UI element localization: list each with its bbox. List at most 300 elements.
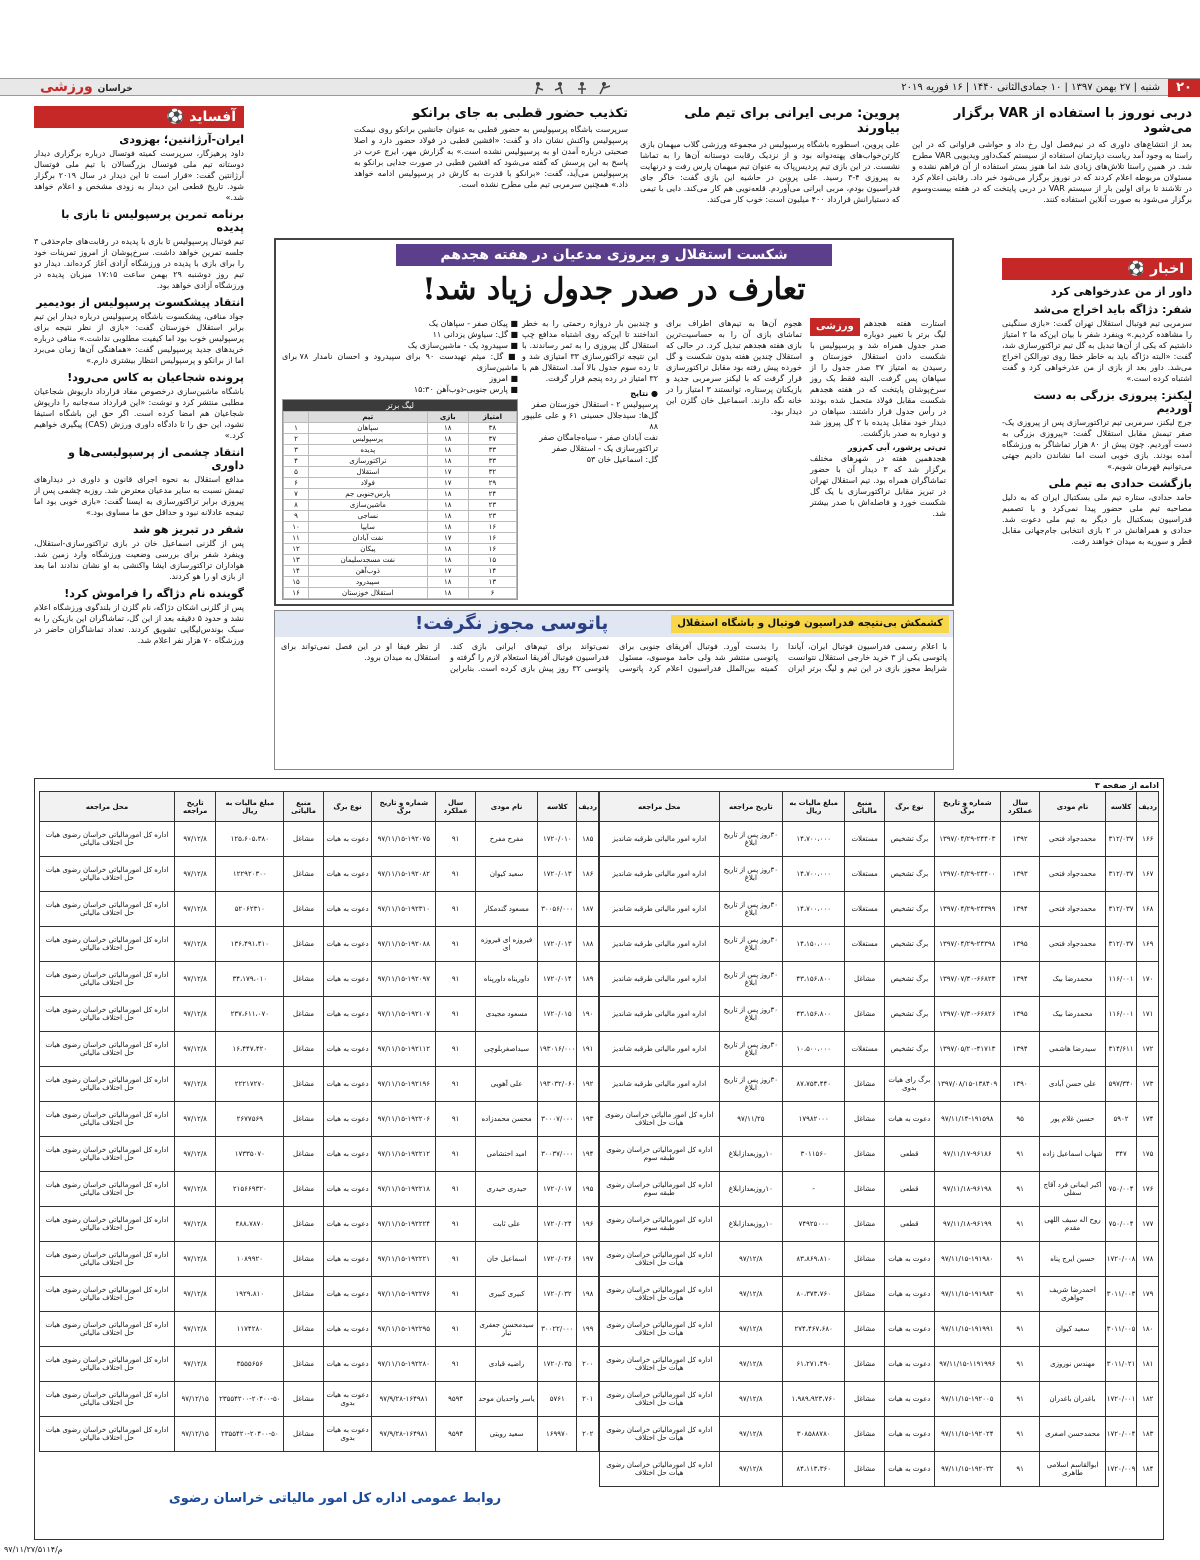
- league-header: [284, 412, 309, 423]
- table-cell: ۹۵۹۴: [436, 1382, 476, 1417]
- table-header: مبلغ مالیات به ریال: [783, 792, 845, 822]
- table-header: کلاسه: [1105, 792, 1137, 822]
- table-header: کلاسه: [538, 792, 577, 822]
- table-cell: اداره کل امورمالیاتی خراسان رضوی هیات حل اختلاف مالیاتی: [40, 997, 175, 1032]
- table-header: ردیف: [577, 792, 599, 822]
- table-cell: ۱۳۹۴: [1001, 962, 1040, 997]
- table-cell: اداره کل امورمالیاتی خراسان رضوی هیات حل اختلاف مالیاتی: [40, 927, 175, 962]
- table-row: [600, 962, 1159, 997]
- table-cell: ۹۷/۹/۲۸-۱۶۴۹۸۱: [372, 1382, 436, 1417]
- table-cell: ۹۷/۱۱/۱۵-۱۹۲۱۰۷: [372, 997, 436, 1032]
- page-number: ۲۰: [1168, 79, 1200, 97]
- table-cell: اداره کل امورمالیاتی خراسان رضوی طبقه سوم: [600, 1172, 720, 1207]
- table-cell: برگ تشخیص: [884, 927, 934, 962]
- table-cell: ۱۷۴: [1137, 1102, 1159, 1137]
- brief-body: مدافع استقلال به نحوه اجرای قانون و داوری در دیدارهای تیمش نسبت به سایر مدعیان معترض شد. روزبه چشمی پس از پیروزی برابر تراکتورسازی به ایسنا گفت: «بازی خوبی بود اما تیمجه عادلانه نبود و حداقل حق ما مساوی بود.»: [34, 475, 244, 517]
- table-cell: دعوت به هیات بدوی: [323, 1417, 372, 1452]
- table-cell: مشاغل: [845, 1067, 885, 1102]
- table-cell: ۹۷/۱۱/۱۵-۱۹۲۰۲۴: [934, 1417, 1000, 1452]
- league-row: [284, 588, 517, 599]
- table-cell: ۱۳۹۲: [1001, 822, 1040, 857]
- table-cell: اداره امور مالیاتی طرقبه شاندیز: [600, 1067, 720, 1102]
- table-cell: ۱۰روزبعدازابلاغ: [719, 1207, 783, 1242]
- table-cell: ۹۷/۱۲/۸: [174, 1102, 215, 1137]
- table-cell: ۹۷/۱۱/۱۵-۱۹۲۲۱۸: [372, 1172, 436, 1207]
- table-row: [600, 1032, 1159, 1067]
- table-cell: مشاغل: [845, 1347, 885, 1382]
- table-cell: ۱۷۲۰/۰۰۱: [1105, 1382, 1137, 1417]
- table-cell: محمدجواد فتحی: [1040, 892, 1105, 927]
- table-row: [40, 997, 599, 1032]
- table-cell: ۱۳۶،۴۹۱،۴۱۰: [216, 927, 284, 962]
- table-cell: ۱۰،۵۰۰،۰۰۰: [783, 1032, 845, 1067]
- table-cell: مشاغل: [284, 962, 324, 997]
- fixture-line: ■ امروز: [489, 374, 518, 383]
- table-cell: ۵۷۶۱: [538, 1382, 577, 1417]
- table-row: [600, 1067, 1159, 1102]
- table-cell: ۹۷/۱۱/۱۵-۱۹۲۰۳۲: [934, 1452, 1000, 1487]
- table-cell: ۱۷۶: [1137, 1172, 1159, 1207]
- patosi-tag: کشمکش بی‌نتیجه فدراسیون فوتبال و باشگاه استقلال: [671, 615, 949, 633]
- table-cell: اداره کل امورمالیاتی خراسان رضوی هیات حل اختلاف مالیاتی: [40, 1102, 175, 1137]
- news-title: بازگشت حدادی به تیم ملی: [1048, 477, 1192, 490]
- table-cell: اداره کل امورمالیاتی خراسان رضوی هیات حل اختلاف مالیاتی: [40, 1067, 175, 1102]
- table-row: [600, 1452, 1159, 1487]
- league-cell: ۳۸: [468, 423, 516, 434]
- table-cell: ۳۰روز پس از تاریخ ابلاغ: [719, 822, 783, 857]
- table-cell: سعید کیوان: [1040, 1312, 1105, 1347]
- table-cell: ۱۱۶/۰۰۱: [1105, 997, 1137, 1032]
- table-cell: ۱۹۳۰۳۲/۰۶۰: [538, 1067, 577, 1102]
- table-cell: برگ تشخیص: [884, 1032, 934, 1067]
- table-cell: ۹۷/۱۲/۱۵: [174, 1382, 215, 1417]
- table-cell: دعوت به هیات: [884, 1417, 934, 1452]
- table-cell: ۹۷/۱۱/۱۵-۱۹۲۰۹۷: [372, 962, 436, 997]
- table-cell: ۹۱: [1001, 1172, 1040, 1207]
- news-banner: اخبار ⚽: [1002, 258, 1192, 280]
- news-body: جرج لیکنز، سرمربی تیم تراکتورسازی پس از پیروزی یک-صفر تیمش مقابل استقلال گفت: «پیروزی بزرگی به دست آوردیم. چون پیش از ۸۰ هزار تماشاگر به ورزشگاه آمده بودند. بازی خوبی است اما نشاندن دادیم جهتی می‌توانیم قهرمان شویم.»: [1002, 418, 1192, 471]
- table-cell: ۹۱: [1001, 1277, 1040, 1312]
- table-cell: ۱۷۰: [1137, 962, 1159, 997]
- league-cell: ۱۳: [468, 577, 516, 588]
- table-cell: ۲۳۵۵۴۲۰۰-۲۰۴۰۰-۵۰: [216, 1382, 284, 1417]
- table-cell: ۱۳۹۷/۰۴/۲۹-۲۴۴۰۳: [934, 822, 1000, 857]
- table-cell: ۳۰روز پس از تاریخ ابلاغ: [719, 892, 783, 927]
- league-cell: ۷: [284, 489, 309, 500]
- league-cell: نفت مسجدسلیمان: [309, 555, 428, 566]
- table-cell: ۳۰۰۳۷/۰۰۰: [538, 1137, 577, 1172]
- table-header: منبع مالیاتی: [284, 792, 324, 822]
- table-cell: محمدجواد فتحی: [1040, 822, 1105, 857]
- table-cell: مشاغل: [845, 962, 885, 997]
- table-cell: ۱۷۲۰/۰۱۳: [538, 857, 577, 892]
- league-cell: ۱۶: [468, 533, 516, 544]
- league-header: تیم: [309, 412, 428, 423]
- table-cell: ۱۸۲: [1137, 1382, 1159, 1417]
- table-cell: ۳۴،۱۷۹،۰۱۰: [216, 962, 284, 997]
- table-cell: اداره کل امورمالیاتی خراسان رضوی هیات حل اختلاف: [600, 1382, 720, 1417]
- table-cell: ۲۳۷،۶۱۱،۰۷۰: [216, 997, 284, 1032]
- table-row: [40, 1347, 599, 1382]
- table-header: سال عملکرد: [1001, 792, 1040, 822]
- league-row: [284, 467, 517, 478]
- table-cell: ۱۳۹۷/۰۴/۲۹-۲۴۴۰۰: [934, 857, 1000, 892]
- table-cell: محمدرضا بیک: [1040, 962, 1105, 997]
- brief-body: پس از گلزنی اشکان دژاگه، نام گلزن از بلندگوی ورزشگاه اعلام نشد و حدود ۵ دقیقه بعد از این گل، تماشاگران این بازیکن را به سبک بوندس‌لیگایی تشویق کردند. تعداد تماشاگران حاضر در ورزشگاه ۷۰ هزار نفر اعلام شد.: [34, 603, 244, 645]
- table-cell: مشاغل: [845, 1382, 885, 1417]
- news-title: داور از من عذرخواهی کرد: [1050, 285, 1192, 298]
- brief-title: برنامه تمرین پرسپولیس تا بازی با پدیده: [61, 208, 244, 234]
- table-cell: ۱۹۷: [577, 1242, 599, 1277]
- table-cell: اداره کل امورمالیاتی خراسان رضوی طبقه سوم: [600, 1137, 720, 1172]
- table-row: [600, 1417, 1159, 1452]
- table-cell: مهندس نوروزی: [1040, 1347, 1105, 1382]
- table-cell: ۹۱: [436, 892, 476, 927]
- table-cell: ۹۱: [436, 1277, 476, 1312]
- table-cell: ۹۷/۱۲/۸: [174, 822, 215, 857]
- news-body: حامد حدادی، ستاره تیم ملی بسکتبال ایران که به دلیل مصاحبه تیم ملی حضور پیدا نمی‌کرد و با تصمیم فدراسیون بسکتبال بار دیگر به تیم ملی دعوت شد. حدادی و همراهانش در ۲ بازی انتخابی جام‌جهانی مقابل قطر و سوریه به میدان خواهند رفت.: [1002, 493, 1192, 546]
- table-cell: -: [783, 1172, 845, 1207]
- table-cell: ۱۸۸: [577, 927, 599, 962]
- table-cell: مسعود مجیدی: [475, 997, 537, 1032]
- table-cell: ۱۱۷۴۲۸۰: [216, 1312, 284, 1347]
- table-cell: ۱۳۹۵: [1001, 997, 1040, 1032]
- table-cell: امید احتشامی: [475, 1137, 537, 1172]
- table-cell: مشاغل: [284, 927, 324, 962]
- league-cell: پدیده: [309, 445, 428, 456]
- table-cell: ۳۰۰۵۶/۰۰۰: [538, 892, 577, 927]
- ball-icon: ⚽: [166, 109, 185, 125]
- table-header: منبع مالیاتی: [845, 792, 885, 822]
- table-cell: ۲۶۷۷۵۶۹: [216, 1102, 284, 1137]
- league-cell: ۱: [284, 423, 309, 434]
- table-cell: ۹۱: [436, 1032, 476, 1067]
- table-cell: مشاغل: [284, 1102, 324, 1137]
- table-cell: ۱۷۲۰/۰۱۷: [538, 1172, 577, 1207]
- table-row: [600, 1347, 1159, 1382]
- table-cell: اداره کل امورمالیاتی خراسان رضوی هیات حل اختلاف مالیاتی: [40, 1312, 175, 1347]
- table-cell: ۹۷/۱۲/۸: [719, 1382, 783, 1417]
- league-cell: ۵: [284, 467, 309, 478]
- table-cell: محسن محمدزاده: [475, 1102, 537, 1137]
- table-cell: دعوت به هیات: [323, 997, 372, 1032]
- table-header: نام مودی: [1040, 792, 1105, 822]
- table-cell: ۴۳،۱۵۶،۸۰۰: [783, 997, 845, 1032]
- table-cell: ابوالقاسم اسلامی طاهری: [1040, 1452, 1105, 1487]
- league-cell: ماشین‌سازی: [309, 500, 428, 511]
- table-cell: یاسر واحدیان موحد: [475, 1382, 537, 1417]
- table-cell: ۱۳۹۷/۰۸/۱۵-۱۳۸۴۰۹: [934, 1067, 1000, 1102]
- table-cell: ۹۷/۹/۲۸-۱۶۴۹۸۱: [372, 1417, 436, 1452]
- fixture-line: ■ گل: میثم تهیدست ۹۰ برای سپیدرود و احسان نامدار ۷۸ برای ماشین‌سازی: [282, 352, 518, 372]
- table-cell: ۹۷/۱۲/۸: [719, 1347, 783, 1382]
- table-cell: ۳۰روز پس از تاریخ ابلاغ: [719, 1067, 783, 1102]
- table-cell: ۱۷۲۰/۰۳۵: [538, 1347, 577, 1382]
- table-cell: ۹۷/۱۱/۱۵-۱۹۲۳۱۰: [372, 892, 436, 927]
- table-cell: برگ تشخیص: [884, 962, 934, 997]
- table-cell: ۱۶۷: [1137, 857, 1159, 892]
- logo-sub: خراسان: [97, 84, 133, 94]
- league-cell: استقلال: [309, 467, 428, 478]
- table-cell: مشاغل: [845, 1137, 885, 1172]
- table-cell: ۳۰۱۱۵۶۰: [783, 1137, 845, 1172]
- table-cell: حیدری حیدری: [475, 1172, 537, 1207]
- table-cell: ۶۱،۲۷۱،۴۹۰: [783, 1347, 845, 1382]
- table-cell: ۹۷/۱۱/۱۸-۹۶۱۹۹: [934, 1207, 1000, 1242]
- table-cell: ۱۷۹۸۲۰۰۰: [783, 1102, 845, 1137]
- table-row: [40, 857, 599, 892]
- table-cell: ۱۳۹۷/۰۴/۲۹-۲۴۳۹۸: [934, 927, 1000, 962]
- main-col-3: [522, 318, 658, 465]
- table-cell: ۱۷۲۰/۰۱۴: [538, 962, 577, 997]
- table-cell: مشاغل: [284, 822, 324, 857]
- table-row: [40, 892, 599, 927]
- main-kicker: شکست استقلال و پیروزی مدعیان در هفته هجدهم: [396, 244, 832, 266]
- table-header: تاریخ مراجعه: [174, 792, 215, 822]
- news-body: سرمربی تیم فوتبال استقلال تهران گفت: «بازی سنگینی را مشاهده کردیم.» وینفرد شفر با بیان این‌که ما ۲ امتیاز داشتیم که یکی از آن‌ها تبدیل به گل تیم تراکتورسازی شد، گفت: «البته دژاگه باید به خاطر خطا روی تورالکن اخراج می‌شد. داور بعد از بازی از من عذرخواهی کرد و گفت اشتباه کرده است.»: [1002, 319, 1192, 383]
- table-cell: ۹۷/۱۱/۱۵-۱۹۲۱۹۶: [372, 1067, 436, 1102]
- table-cell: ۱۰روزبعدازابلاغ: [719, 1137, 783, 1172]
- league-cell: ۱۸: [427, 544, 468, 555]
- table-cell: ۱۱۶/۰۰۱: [1105, 962, 1137, 997]
- league-cell: ۲۹: [468, 478, 516, 489]
- table-header: ردیف: [1137, 792, 1159, 822]
- results-title: ● نتایج: [630, 389, 658, 398]
- league-cell: ۱۸: [427, 500, 468, 511]
- table-cell: ۱۷۵: [1137, 1137, 1159, 1172]
- table-row: [40, 1312, 599, 1347]
- table-cell: ۹۷/۱۱/۱۴-۱۹۱۵۹۸: [934, 1102, 1000, 1137]
- table-cell: ۹۱: [436, 1067, 476, 1102]
- table-cell: فیروزه ای فیروزه ای: [475, 927, 537, 962]
- table-cell: مسعود گندمکار: [475, 892, 537, 927]
- table-row: [600, 1312, 1159, 1347]
- table-cell: مشاغل: [284, 1382, 324, 1417]
- league-cell: فولاد: [309, 478, 428, 489]
- league-cell: پرسپولیس: [309, 434, 428, 445]
- table-cell: ۱۷۳۳۵۰۷۰: [216, 1137, 284, 1172]
- table-cell: قطعی: [884, 1137, 934, 1172]
- main-col-4: [282, 318, 518, 600]
- issue-date: شنبه | ۲۷ بهمن ۱۳۹۷ | ۱۰ جمادی‌الثانی ۱۴۴۰ | ۱۶ فوریه ۲۰۱۹: [901, 82, 1160, 93]
- table-cell: ۷۵۰/۰۰۴: [1105, 1207, 1137, 1242]
- table-cell: اداره امور مالیاتی طرقبه شاندیز: [600, 857, 720, 892]
- table-cell: اداره امور مالیاتی طرقبه شاندیز: [600, 962, 720, 997]
- league-cell: ۳۳: [468, 456, 516, 467]
- table-cell: ۹۷/۱۱/۲۵: [719, 1102, 783, 1137]
- table-cell: اداره کل امورمالیاتی خراسان رضوی هیات حل اختلاف مالیاتی: [40, 1242, 175, 1277]
- league-row: [284, 500, 517, 511]
- table-cell: ۹۷/۱۱/۱۵-۱۹۲۰۷۵: [372, 822, 436, 857]
- brief-title: انتقاد چشمی از پرسپولیسی‌ها و داوری: [68, 446, 244, 472]
- table-header: شماره و تاریخ برگ: [372, 792, 436, 822]
- league-cell: ۱۶: [468, 522, 516, 533]
- table-cell: ۲۰۰: [577, 1347, 599, 1382]
- league-row: [284, 566, 517, 577]
- league-cell: سپیدرود: [309, 577, 428, 588]
- table-cell: ۱۷۲: [1137, 1032, 1159, 1067]
- table-cell: دعوت به هیات: [323, 962, 372, 997]
- offside-banner: آفساید ⚽: [34, 106, 244, 128]
- table-cell: ۹۷/۱۱/۱۵-۱۹۲۲۹۵: [372, 1312, 436, 1347]
- table-cell: ۳۱۲/۰۳۷: [1105, 857, 1137, 892]
- table-cell: ۱۷۲۰/۰۲۴: [538, 1207, 577, 1242]
- table-cell: برگ تشخیص: [884, 857, 934, 892]
- table-cell: ۳۰روز پس از تاریخ ابلاغ: [719, 1032, 783, 1067]
- table-cell: ۱۹۵: [577, 1172, 599, 1207]
- table-cell: ۵۹۰۲: [1105, 1102, 1137, 1137]
- table-cell: ۹۷/۱۲/۸: [174, 927, 215, 962]
- table-cell: مشاغل: [845, 1312, 885, 1347]
- section-badge: ورزشی: [810, 318, 860, 336]
- table-cell: ۱۹۰: [577, 997, 599, 1032]
- offside-column: [34, 106, 244, 766]
- table-cell: ۹۷/۱۲/۸: [174, 1312, 215, 1347]
- table-cell: ۹۷/۱۲/۸: [719, 1312, 783, 1347]
- table-cell: دعوت به هیات: [884, 1347, 934, 1382]
- table-cell: ۳۱۲/۰۳۷: [1105, 892, 1137, 927]
- table-cell: ۱۳۹۷/۰۷/۳۰-۶۶۸۲۶: [934, 997, 1000, 1032]
- table-cell: ۱۴،۷۰۰،۰۰۰: [783, 822, 845, 857]
- table-cell: قطعی: [884, 1172, 934, 1207]
- table-cell: ۱۹۱: [577, 1032, 599, 1067]
- table-cell: اسماعیل خان: [475, 1242, 537, 1277]
- table-cell: ۱۷۲۰/۰۲۶: [538, 1242, 577, 1277]
- table-cell: ۱۹۶: [577, 1207, 599, 1242]
- league-title: لیگ برتر: [283, 400, 517, 411]
- table-cell: ۳۰۱۱/۰۲۱: [1105, 1347, 1137, 1382]
- table-cell: مشاغل: [284, 1277, 324, 1312]
- table-cell: ۹۱: [436, 1137, 476, 1172]
- table-cell: دعوت به هیات: [323, 1277, 372, 1312]
- table-cell: ۹۱: [1001, 1417, 1040, 1452]
- league-cell: ۱۲: [284, 544, 309, 555]
- table-row: [40, 1207, 599, 1242]
- table-cell: دعوت به هیات: [323, 1312, 372, 1347]
- table-cell: ۳۰۰۲۲/۰۰۰: [538, 1312, 577, 1347]
- table-cell: مستغلات: [845, 857, 885, 892]
- table-cell: ۹۱: [1001, 1137, 1040, 1172]
- table-cell: دعوت به هیات: [323, 857, 372, 892]
- league-cell: ۱۷: [427, 533, 468, 544]
- table-cell: ۱۷۲۰/۰۰۴: [1105, 1417, 1137, 1452]
- table-cell: اداره کل امورمالیاتی خراسان رضوی هیات حل اختلاف: [600, 1417, 720, 1452]
- table-cell: ۲۱۵۶۶۹۳۲۰: [216, 1172, 284, 1207]
- table-row: [40, 1172, 599, 1207]
- table-header: نوع برگ: [884, 792, 934, 822]
- table-cell: ۹۷/۱۱/۱۵-۱۹۲۲۰۶: [372, 1102, 436, 1137]
- table-cell: ۳۱۴/۶۱۱: [1105, 1032, 1137, 1067]
- table-cell: دعوت به هیات: [323, 1207, 372, 1242]
- main-col1-text: استارت هفته هجدهم لیگ برتر با تغییر دوباره صدر جدول همراه شد و پرسپولیس با شکست دادن استقلال خوزستان و رسیدن به امتیاز ۳۷ صدر جدول را از سپاهان پس گرفت. البته فقط یک روز سرخ‌پوشان پایتخت که در هفته هجدهم شکست مقابل فولاد متحمل شده بودند در رأس جدول قرار داشتند. سپاهان در دیدار خود مقابل پدیده با ۲ گل پیروز شد و دوباره به صدر بازگشت.: [810, 319, 946, 438]
- result-line: گل: اسماعیل خان ۵۳: [586, 455, 658, 464]
- table-cell: ۹۱: [1001, 1452, 1040, 1487]
- brief-body: تیم فوتبال پرسپولیس تا بازی با پدیده در رقابت‌های جام‌حذفی ۳ جلسه تمرین خواهد داشت. سرخ‌پوشان از امروز تمرینات خود را برای بازی با پدیده در ورزشگاه آزادی آغاز کرده‌اند. دیدار دو تیم روز دوشنبه ۲۹ بهمن ساعت ۱۷:۱۵ میزبان پدیده در ورزشگاه آزادی خواهد بود.: [34, 237, 244, 290]
- table-cell: ۹۷/۱۲/۸: [174, 857, 215, 892]
- league-header: امتیاز: [468, 412, 516, 423]
- brief-body: داود پرهیزگار، سرپرست کمیته فوتسال درباره برگزاری دیدار دوستانه تیم ملی فوتسال بزرگسالان با تیم ملی فوتسال آرژانتین گفت: «قرار است تا این دیدار در سال ۲۰۱۹ برگزار شود. تاریخ قطعی این دیدار به زودی مشخص و اعلام خواهد شد.»: [34, 149, 244, 202]
- table-cell: ۴۳،۱۵۶،۸۰۰: [783, 962, 845, 997]
- table-cell: ۳۴۷: [1105, 1137, 1137, 1172]
- table-cell: ۹۱: [436, 927, 476, 962]
- table-row: [40, 962, 599, 997]
- table-cell: مشاغل: [284, 997, 324, 1032]
- table-row: [40, 927, 599, 962]
- table-cell: ۳۰۸۵۸۸۷۸۰: [783, 1417, 845, 1452]
- table-cell: ۱۳۹۷/۰۵/۲۰-۴۱۷۱۳: [934, 1032, 1000, 1067]
- table-cell: دعوت به هیات: [884, 1382, 934, 1417]
- table-cell: ۹۷/۱۲/۸: [174, 1347, 215, 1382]
- table-cell: ۱۹۳۰۱۶/۰۰۰: [538, 1032, 577, 1067]
- table-cell: ۲۳۵۵۴۲۰-۲۰۴۰۰-۵۰: [216, 1417, 284, 1452]
- table-cell: سیدمحسن جعفری تبار: [475, 1312, 537, 1347]
- brief-body: جواد منافی، پیشکسوت باشگاه پرسپولیس درباره دیدار این تیم برابر استقلال خوزستان گفت: «بازی از نظر نتیجه برای پرسپولیس خوب بود اما کیفیت مطلوبی نداشت.» منافی درباره خریدهای جدید پرسپولیس گفت: «هماهنگی آن‌ها زمان می‌برد اما از برانکو و پرسپولیس انتظار بیشتری دارم.»: [34, 312, 244, 365]
- table-cell: ۱۸۱: [1137, 1347, 1159, 1382]
- table-cell: ۹۷/۱۱/۱۸-۹۶۱۹۸: [934, 1172, 1000, 1207]
- brief-title: ایران-آرژانتین؛ بهزودی: [119, 133, 244, 146]
- table-cell: اداره کل امورمالیاتی خراسان رضوی هیات حل اختلاف: [600, 1452, 720, 1487]
- table-cell: ۱۳۹۳: [1001, 857, 1040, 892]
- brief-body: باشگاه ماشین‌سازی درخصوص مفاد قرارداد داریوش شجاعیان مطلبی منتشر کرد و نوشت: «این قرارداد سه‌جانبه را داریوش شجاعیان هم امضا کرده است. اگر حق این باشگاه استیفا نشود، این حق را تا دادگاه داوری ورزش (CAS) پیگیری خواهیم کرد.»: [34, 387, 244, 440]
- table-cell: ۹۵۹۴: [436, 1417, 476, 1452]
- table-cell: محمدرضا بیک: [1040, 997, 1105, 1032]
- table-header: محل مراجعه: [600, 792, 720, 822]
- table-cell: ۹۷/۱۱/۱۵-۱۹۱۹۸۰: [934, 1242, 1000, 1277]
- article-parvin: [640, 106, 900, 205]
- league-cell: ۶: [468, 588, 516, 599]
- table-cell: مشاغل: [284, 1347, 324, 1382]
- league-cell: ۲۳: [468, 511, 516, 522]
- table-cell: باغدران باغدران: [1040, 1382, 1105, 1417]
- brief-title: انتقاد پیشکسوت پرسپولیس از بودیمیر: [36, 296, 244, 309]
- table-cell: ۹۱: [436, 1347, 476, 1382]
- news-subtitle: شفر: دژاگه باید اخراج می‌شد: [1033, 303, 1192, 316]
- table-cell: اداره کل امورمالیاتی خراسان رضوی هیات حل اختلاف مالیاتی: [40, 962, 175, 997]
- table-cell: شهاب اسماعیل زاده: [1040, 1137, 1105, 1172]
- table-row: [600, 1172, 1159, 1207]
- table-cell: ۷۵۰/۰۰۴: [1105, 1172, 1137, 1207]
- league-row: [284, 456, 517, 467]
- table-cell: ۱۷۲۰/۰۱۵: [538, 997, 577, 1032]
- table-header: شماره و تاریخ برگ: [934, 792, 1000, 822]
- section-logo: [40, 79, 133, 95]
- league-cell: ۱۸: [427, 555, 468, 566]
- table-cell: اداره کل امورمالیاتی خراسان رضوی هیات حل اختلاف مالیاتی: [40, 1417, 175, 1452]
- brief-title: پرونده شجاعیان به کاس می‌رود!: [67, 371, 244, 384]
- brief-title: شفر در تبریز هو شد: [132, 523, 244, 536]
- league-cell: ۱۷: [427, 467, 468, 478]
- table-cell: ۱۴،۷۰۰،۰۰۰: [783, 857, 845, 892]
- table-cell: علی حسن آبادی: [1040, 1067, 1105, 1102]
- table-cell: ۳۰روز پس از تاریخ ابلاغ: [719, 927, 783, 962]
- table-cell: مشاغل: [284, 1312, 324, 1347]
- table-cell: ۱۹۲: [577, 1067, 599, 1102]
- table-row: [600, 1102, 1159, 1137]
- main-col3-text: و چندبین بار دروازه رحمتی را به خطر انداختند تا این‌که روی اشتباه مدافع چپ استقلال گل پیروزی را به ثمر رساندند. با این نتیجه تراکتورسازی ۳۳ امتیازی شد و تا رده سوم جدول بالا آمد. استقلال هم با ۳۲ امتیاز در رده پنجم قرار گرفت.: [522, 319, 658, 383]
- table-cell: ۹۷/۱۱/۱۵-۱۹۲۲۲۱: [372, 1242, 436, 1277]
- table-cell: ۱۰روزبعدازابلاغ: [719, 1172, 783, 1207]
- table-cell: ۹۱: [436, 857, 476, 892]
- table-cell: ۹۷/۱۲/۸: [174, 1242, 215, 1277]
- fixture-line: ■ پارس جنوبی-ذوب‌آهن ۱۵:۳۰: [413, 385, 518, 394]
- result-line: گل‌ها: سیدجلال حسینی ۶۱ و علی علیپور ۸۸: [522, 411, 658, 431]
- table-cell: دعوت به هیات: [323, 1032, 372, 1067]
- table-cell: ۹۷/۱۲/۸: [719, 1242, 783, 1277]
- table-cell: مشاغل: [845, 1207, 885, 1242]
- league-cell: نساجی: [309, 511, 428, 522]
- table-header: تاریخ مراجعه: [719, 792, 783, 822]
- table-cell: مشاغل: [284, 1417, 324, 1452]
